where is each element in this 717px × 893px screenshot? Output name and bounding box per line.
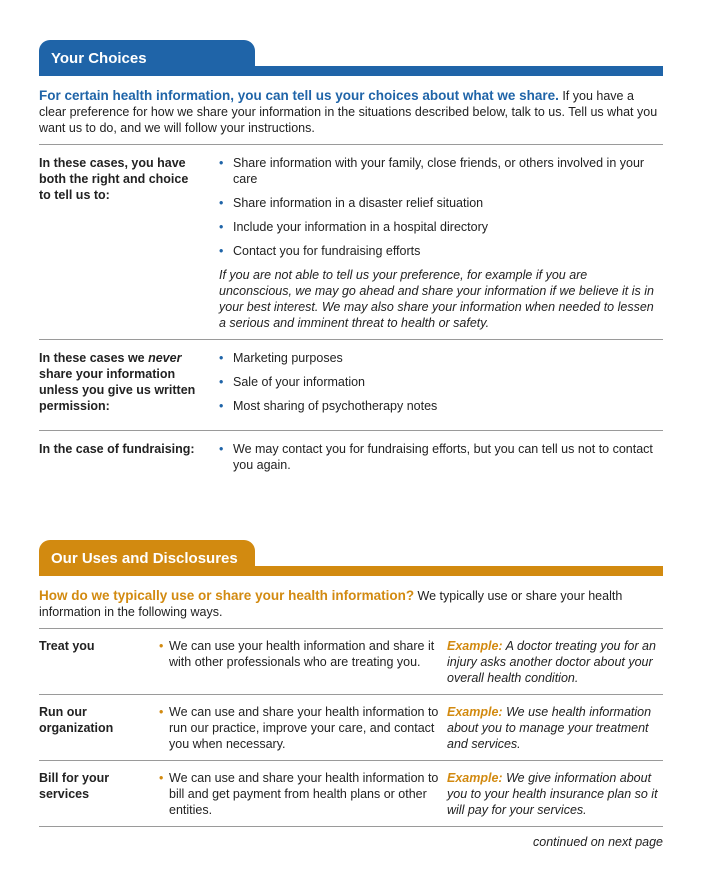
section-title: Our Uses and Disclosures <box>39 540 255 576</box>
continued-note: continued on next page <box>533 835 663 849</box>
list-item: • We can use and share your health information to run our practice, improve your care, and contact you when necessary. <box>159 704 447 752</box>
divider <box>39 826 663 827</box>
row-body <box>219 350 663 422</box>
list-item: • Marketing purposes <box>219 350 663 366</box>
list-item: • Most sharing of psychotherapy notes <box>219 398 663 414</box>
example-label: Example: <box>447 705 503 719</box>
row-label: Bill for your services <box>39 771 110 801</box>
your-choices-section <box>39 40 663 489</box>
example-label: Example: <box>447 639 503 653</box>
intro-lead: How do we typically use or share your health information? <box>39 588 415 603</box>
list-item: • Contact you for fundraising efforts <box>219 243 663 259</box>
row-label-pre: In these cases we <box>39 351 149 365</box>
row-label: In these cases, you have both the right and choice to tell us to: <box>39 156 189 202</box>
row-example <box>447 704 663 752</box>
row-text <box>159 770 447 818</box>
use-row-run-organization <box>39 695 663 760</box>
list-item: • We may contact you for fundraising efforts, but you can tell us not to contact you again. <box>219 441 663 473</box>
row-label-post: share your information unless you give us written permission: <box>39 367 196 413</box>
list-item: • Share information in a disaster relief situation <box>219 195 663 211</box>
uses-disclosures-section <box>39 540 663 850</box>
row-label: Treat you <box>39 639 95 653</box>
list-item: • We can use and share your health information to bill and get payment from health plans or other entities. <box>159 770 447 818</box>
row-note: If you are not able to tell us your preference, for example if you are unconscious, we may go ahead and share your information if we believe it is in your best interest. We may also share your information when needed to lessen a serious and imminent threat to health or safety. <box>219 268 654 330</box>
bullet-list <box>219 350 663 414</box>
row-text <box>159 704 447 752</box>
row-label: In the case of fundraising: <box>39 442 195 456</box>
row-text <box>159 638 447 686</box>
list-item: • Share information with your family, close friends, or others involved in your care <box>219 155 663 187</box>
row-label-emphasis: never <box>148 351 182 365</box>
page <box>39 40 663 849</box>
list-item: • Include your information in a hospital directory <box>219 219 663 235</box>
row-body <box>219 441 663 481</box>
example-text: We give information about you to your health insurance plan so it will pay for your services. <box>447 771 658 817</box>
use-row-bill <box>39 761 663 826</box>
choice-row-right-and-choice <box>39 145 663 339</box>
list-item: • We can use your health information and share it with other professionals who are treating you. <box>159 638 447 670</box>
your-choices-intro <box>39 88 663 136</box>
uses-header <box>39 540 663 576</box>
bullet-list <box>219 155 663 259</box>
choice-row-fundraising <box>39 431 663 489</box>
intro-lead: For certain health information, you can tell us your choices about what we share. <box>39 88 559 103</box>
list-item: • Sale of your information <box>219 374 663 390</box>
example-text: We use health information about you to manage your treatment and services. <box>447 705 652 751</box>
intro-text: If you have a clear preference for how we share your information in the situations described below, talk to us. Tell us what you want us to do, and we will follow your instructions. <box>39 89 658 135</box>
intro-text: We typically use or share your health information in the following ways. <box>39 589 623 619</box>
example-label: Example: <box>447 771 503 785</box>
example-text: A doctor treating you for an injury asks another doctor about your overall health condition. <box>447 639 656 685</box>
row-label <box>39 350 219 422</box>
row-example <box>447 638 663 686</box>
uses-intro <box>39 588 663 620</box>
section-title: Your Choices <box>39 40 255 76</box>
row-label: Run our organization <box>39 705 114 735</box>
choice-row-never-share <box>39 340 663 430</box>
your-choices-header <box>39 40 663 76</box>
row-body <box>219 155 663 331</box>
row-example <box>447 770 663 818</box>
bullet-list <box>219 441 663 473</box>
use-row-treat <box>39 629 663 694</box>
